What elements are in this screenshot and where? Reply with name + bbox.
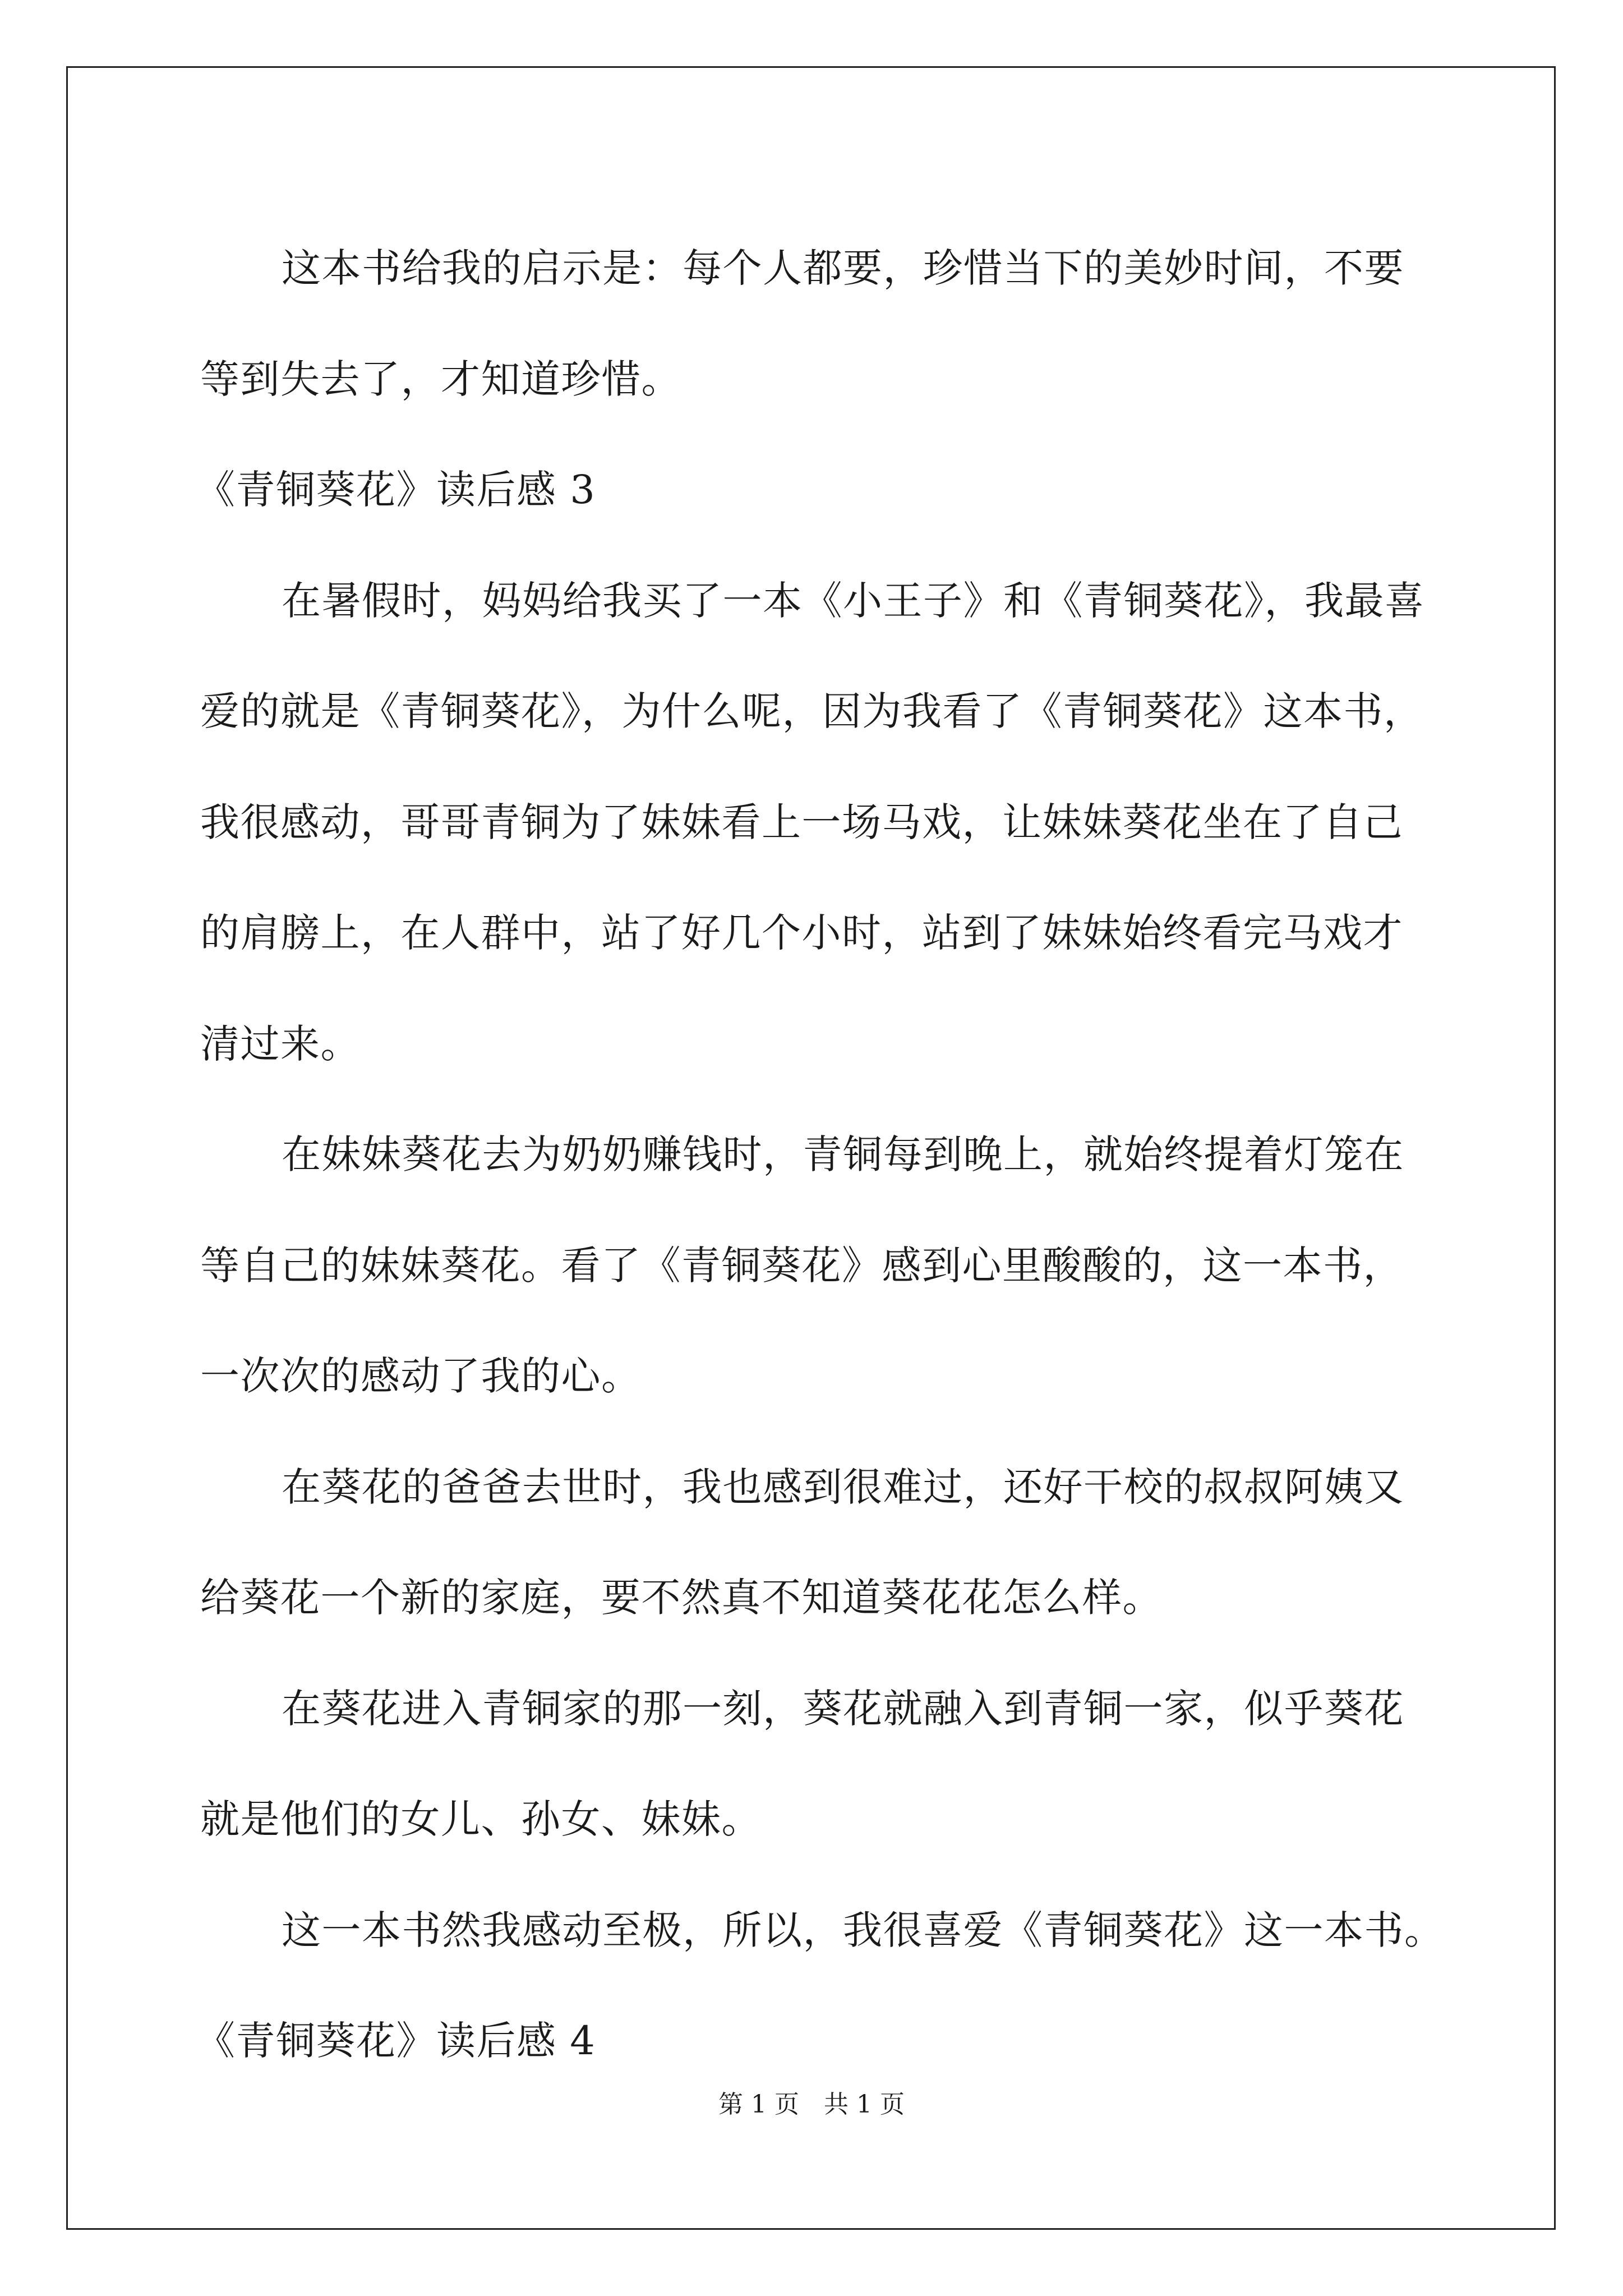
- paragraph-line: 的肩膀上，在人群中，站了好几个小时，站到了妹妹始终看完马戏才: [200, 910, 1403, 956]
- page-number: 第 1 页: [718, 2090, 799, 2119]
- paragraph-line: 清过来。: [200, 1020, 361, 1067]
- section-heading: 《青铜葵花》读后感 4: [196, 2018, 596, 2064]
- page-total: 共 1 页: [824, 2090, 905, 2119]
- paragraph-line: 就是他们的女儿、孙女、妹妹。: [200, 1796, 762, 1842]
- paragraph-line: 等到失去了，才知道珍惜。: [200, 356, 681, 402]
- paragraph-line: 在葵花的爸爸去世时，我也感到很难过，还好干校的叔叔阿姨又: [282, 1464, 1404, 1510]
- paragraph-line: 这本书给我的启示是：每个人都要，珍惜当下的美妙时间，不要: [282, 245, 1404, 291]
- paragraph-line: 我很感动，哥哥青铜为了妹妹看上一场马戏，让妹妹葵花坐在了自己: [200, 799, 1403, 845]
- paragraph-line: 一次次的感动了我的心。: [200, 1353, 642, 1399]
- section-heading: 《青铜葵花》读后感 3: [196, 467, 596, 513]
- paragraph-line: 等自己的妹妹葵花。看了《青铜葵花》感到心里酸酸的，这一本书，: [200, 1242, 1403, 1289]
- paragraph-line: 爱的就是《青铜葵花》，为什么呢，因为我看了《青铜葵花》这本书，: [200, 688, 1424, 734]
- paragraph-line: 这一本书然我感动至极，所以，我很喜爱《青铜葵花》这一本书。: [282, 1907, 1445, 1953]
- paragraph-line: 在暑假时，妈妈给我买了一本《小王子》和《青铜葵花》，我最喜: [282, 577, 1425, 624]
- paragraph-line: 给葵花一个新的家庭，要不然真不知道葵花花怎么样。: [200, 1575, 1163, 1621]
- paragraph-line: 在葵花进入青铜家的那一刻，葵花就融入到青铜一家，似乎葵花: [282, 1685, 1404, 1732]
- document-body: [196, 213, 1445, 2097]
- page-footer: [0, 2088, 1623, 2122]
- paragraph-line: 在妹妹葵花去为奶奶赚钱时，青铜每到晚上，就始终提着灯笼在: [282, 1131, 1404, 1177]
